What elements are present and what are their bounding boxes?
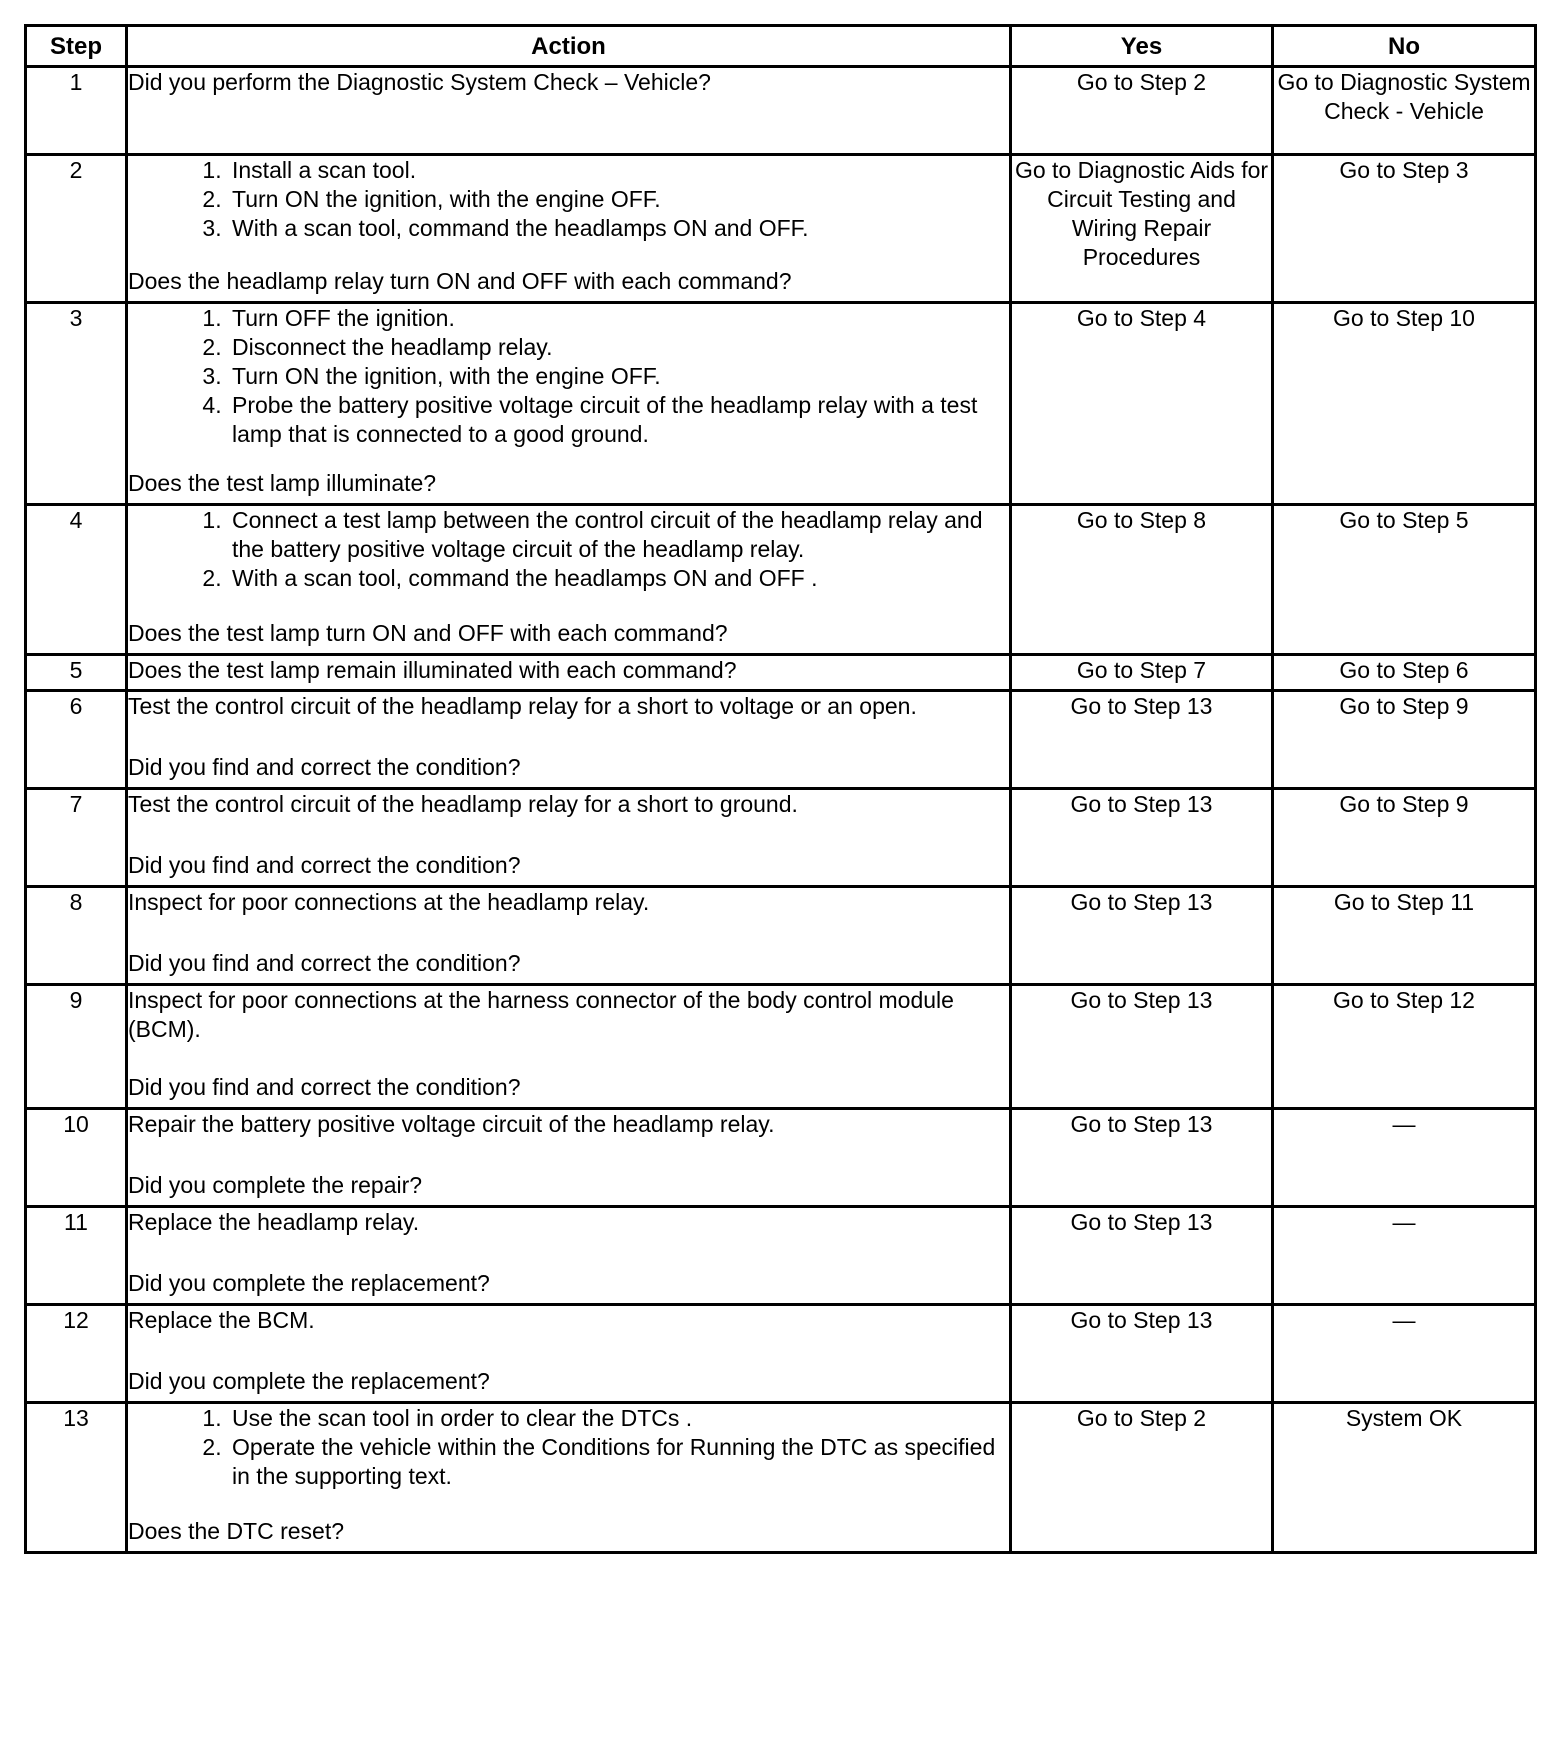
- header-no: No: [1273, 26, 1536, 67]
- action-intro: Test the control circuit of the headlamp relay for a short to ground.: [128, 791, 798, 817]
- no-result: System OK: [1273, 1403, 1536, 1553]
- action-question: Did you find and correct the condition?: [128, 754, 521, 780]
- yes-result: Go to Step 13: [1011, 1207, 1273, 1305]
- action-content: [128, 1208, 1009, 1298]
- action-steps-list: [128, 156, 1009, 243]
- action-question: Did you find and correct the condition?: [128, 1074, 521, 1100]
- action-intro: Inspect for poor connections at the headlamp relay.: [128, 889, 650, 915]
- no-result: Go to Step 10: [1273, 303, 1536, 505]
- action-step-item: 2. Operate the vehicle within the Conditions for Running the DTC as specified in the supporting text.: [228, 1433, 1009, 1491]
- step-number: 7: [26, 789, 127, 887]
- action-question: Did you complete the replacement?: [128, 1270, 490, 1296]
- step-number: 9: [26, 985, 127, 1109]
- yes-result: Go to Step 13: [1011, 1109, 1273, 1207]
- action-top: [128, 1404, 1009, 1491]
- action-step-item: 1. Connect a test lamp between the control circuit of the headlamp relay and the battery positive voltage circuit of the headlamp relay.: [228, 506, 1009, 564]
- action-cell: [127, 1207, 1011, 1305]
- no-result: Go to Step 11: [1273, 887, 1536, 985]
- action-step-item: 1. Install a scan tool.: [228, 156, 1009, 185]
- action-question: Does the test lamp remain illuminated with each command?: [128, 657, 737, 683]
- header-action: Action: [127, 26, 1011, 67]
- table-row: [26, 887, 1536, 985]
- action-step-item: 2. Turn ON the ignition, with the engine OFF.: [228, 185, 1009, 214]
- step-number: 2: [26, 155, 127, 303]
- table-row: [26, 1305, 1536, 1403]
- action-top: [128, 1110, 1009, 1139]
- no-result: —: [1273, 1207, 1536, 1305]
- action-top: [128, 986, 1009, 1044]
- yes-result: Go to Step 4: [1011, 303, 1273, 505]
- action-question: Did you complete the replacement?: [128, 1368, 490, 1394]
- action-top: [128, 692, 1009, 721]
- action-intro: Inspect for poor connections at the harness connector of the body control module (BCM).: [128, 987, 954, 1042]
- action-step-item: 2. Disconnect the headlamp relay.: [228, 333, 1009, 362]
- yes-result: Go to Step 13: [1011, 789, 1273, 887]
- action-content: [128, 692, 1009, 782]
- table-row: [26, 789, 1536, 887]
- no-result: Go to Diagnostic System Check - Vehicle: [1273, 67, 1536, 155]
- table-row: [26, 67, 1536, 155]
- action-content: [128, 156, 1009, 296]
- action-top: [128, 1306, 1009, 1335]
- action-content: [128, 1404, 1009, 1546]
- header-yes: Yes: [1011, 26, 1273, 67]
- table-row: [26, 1109, 1536, 1207]
- no-result: Go to Step 9: [1273, 789, 1536, 887]
- action-content: [128, 1306, 1009, 1396]
- action-steps-list: [128, 506, 1009, 593]
- no-result: Go to Step 12: [1273, 985, 1536, 1109]
- action-question: Did you complete the repair?: [128, 1172, 423, 1198]
- yes-result: Go to Step 13: [1011, 1305, 1273, 1403]
- action-top: [128, 304, 1009, 449]
- action-step-item: 4. Probe the battery positive voltage circuit of the headlamp relay with a test lamp that is connected to a good ground.: [228, 391, 1009, 449]
- step-number: 6: [26, 691, 127, 789]
- table-row: [26, 303, 1536, 505]
- action-top: [128, 888, 1009, 917]
- table-row: [26, 655, 1536, 691]
- action-cell: [127, 985, 1011, 1109]
- table-body: [26, 67, 1536, 1553]
- no-result: Go to Step 3: [1273, 155, 1536, 303]
- step-number: 4: [26, 505, 127, 655]
- table-header-row: [26, 26, 1536, 67]
- table-row: [26, 155, 1536, 303]
- action-content: [128, 888, 1009, 978]
- action-question: Does the test lamp turn ON and OFF with each command?: [128, 620, 728, 646]
- action-steps-list: [128, 1404, 1009, 1491]
- no-result: Go to Step 5: [1273, 505, 1536, 655]
- action-top: [128, 68, 1009, 97]
- yes-result: Go to Step 13: [1011, 691, 1273, 789]
- action-content: [128, 986, 1009, 1102]
- action-step-item: 3. Turn ON the ignition, with the engine OFF.: [228, 362, 1009, 391]
- action-cell: [127, 155, 1011, 303]
- action-cell: [127, 789, 1011, 887]
- table-row: [26, 691, 1536, 789]
- no-result: —: [1273, 1109, 1536, 1207]
- action-steps-list: [128, 304, 1009, 449]
- yes-result: Go to Step 13: [1011, 985, 1273, 1109]
- table-row: [26, 505, 1536, 655]
- action-question: Did you find and correct the condition?: [128, 950, 521, 976]
- action-cell: [127, 1109, 1011, 1207]
- action-cell: [127, 505, 1011, 655]
- no-result: —: [1273, 1305, 1536, 1403]
- no-result: Go to Step 9: [1273, 691, 1536, 789]
- action-top: [128, 1208, 1009, 1237]
- action-cell: [127, 691, 1011, 789]
- action-top: [128, 790, 1009, 819]
- action-question: Does the DTC reset?: [128, 1518, 345, 1544]
- action-cell: [127, 303, 1011, 505]
- action-intro: Replace the headlamp relay.: [128, 1209, 420, 1235]
- yes-result: Go to Step 2: [1011, 1403, 1273, 1553]
- step-number: 3: [26, 303, 127, 505]
- action-step-item: 2. With a scan tool, command the headlamps ON and OFF .: [228, 564, 1009, 593]
- action-intro: Did you perform the Diagnostic System Check – Vehicle?: [128, 69, 711, 95]
- action-cell: [127, 655, 1011, 691]
- action-content: [128, 656, 1009, 684]
- action-top: [128, 506, 1009, 593]
- step-number: 10: [26, 1109, 127, 1207]
- action-content: [128, 304, 1009, 498]
- action-content: [128, 68, 1009, 148]
- step-number: 8: [26, 887, 127, 985]
- action-cell: [127, 1305, 1011, 1403]
- action-question: Did you find and correct the condition?: [128, 852, 521, 878]
- yes-result: Go to Step 8: [1011, 505, 1273, 655]
- step-number: 12: [26, 1305, 127, 1403]
- action-cell: [127, 67, 1011, 155]
- step-number: 1: [26, 67, 127, 155]
- action-intro: Test the control circuit of the headlamp relay for a short to voltage or an open.: [128, 693, 917, 719]
- action-content: [128, 790, 1009, 880]
- action-intro: Replace the BCM.: [128, 1307, 315, 1333]
- action-question: Does the headlamp relay turn ON and OFF with each command?: [128, 268, 792, 294]
- diagnostic-table: [24, 24, 1537, 1554]
- action-step-item: 1. Use the scan tool in order to clear the DTCs .: [228, 1404, 1009, 1433]
- yes-result: Go to Diagnostic Aids for Circuit Testing and Wiring Repair Procedures: [1011, 155, 1273, 303]
- yes-result: Go to Step 7: [1011, 655, 1273, 691]
- action-top: [128, 156, 1009, 243]
- yes-result: Go to Step 13: [1011, 887, 1273, 985]
- action-question: Does the test lamp illuminate?: [128, 470, 437, 496]
- action-cell: [127, 887, 1011, 985]
- action-cell: [127, 1403, 1011, 1553]
- action-intro: Repair the battery positive voltage circuit of the headlamp relay.: [128, 1111, 775, 1137]
- step-number: 5: [26, 655, 127, 691]
- step-number: 13: [26, 1403, 127, 1553]
- table-row: [26, 1403, 1536, 1553]
- table-row: [26, 985, 1536, 1109]
- no-result: Go to Step 6: [1273, 655, 1536, 691]
- yes-result: Go to Step 2: [1011, 67, 1273, 155]
- action-step-item: 3. With a scan tool, command the headlamps ON and OFF.: [228, 214, 1009, 243]
- action-content: [128, 1110, 1009, 1200]
- action-step-item: 1. Turn OFF the ignition.: [228, 304, 1009, 333]
- header-step: Step: [26, 26, 127, 67]
- action-content: [128, 506, 1009, 648]
- step-number: 11: [26, 1207, 127, 1305]
- table-row: [26, 1207, 1536, 1305]
- diagnostic-table-sheet: [24, 24, 1534, 1554]
